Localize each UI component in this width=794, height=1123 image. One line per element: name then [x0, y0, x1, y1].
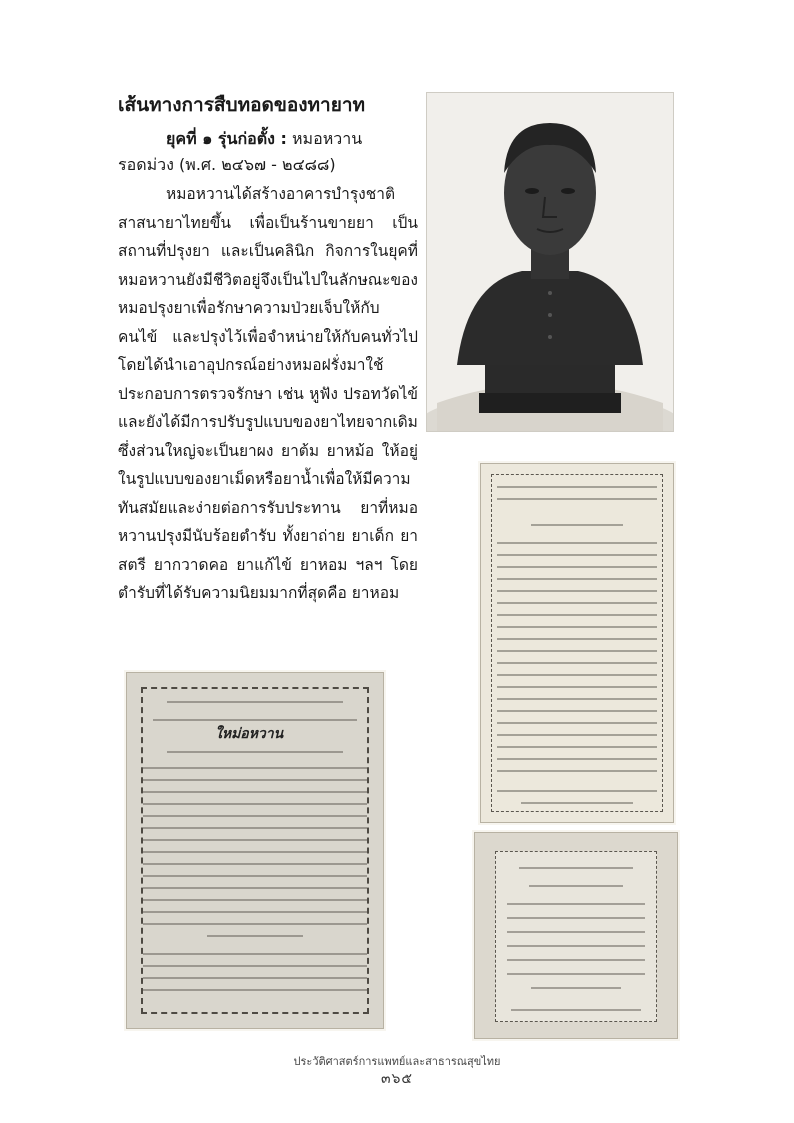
text-line	[167, 701, 343, 703]
text-line	[497, 686, 657, 688]
article-text-block	[118, 92, 418, 608]
text-line	[143, 953, 367, 955]
text-line	[497, 554, 657, 556]
text-line	[497, 626, 657, 628]
era-subheading	[118, 126, 418, 152]
text-line	[507, 973, 645, 975]
text-line	[143, 803, 367, 805]
text-line	[497, 746, 657, 748]
text-line	[143, 851, 367, 853]
text-line	[497, 650, 657, 652]
text-line	[207, 935, 303, 937]
text-line	[143, 827, 367, 829]
text-line	[531, 524, 623, 526]
label-border	[495, 851, 657, 1022]
text-line	[497, 698, 657, 700]
text-line	[143, 779, 367, 781]
text-line	[507, 959, 645, 961]
text-line	[153, 719, 357, 721]
body-paragraph: หมอหวานได้สร้างอาคารบำรุงชาติสาสนายาไทยขึ้น เพื่อเป็นร้านขายยา เป็นสถานที่ปรุงยา และเป็นคลินิก กิจการในยุคที่หมอหวานยังมีชีวิตอยู่จึงเป็นไปในลักษณะของหมอปรุงยาเพื่อรักษาความป่วยเจ็บให้กับคนไข้ และปรุงไว้เพื่อจำหน่ายให้กับคนทั่วไป โดยได้นำเอาอุปกรณ์อย่างหมอฝรั่งมาใช้ประกอบการตรวจรักษา เช่น หูฟัง ปรอทวัดไข้ และยังได้มีการปรับรูปแบบของยาไทยจากเดิมซึ่งส่วนใหญ่จะเป็นยาผง ยาต้ม ยาหม้อ ให้อยู่ในรูปแบบของยาเม็ดหรือยาน้ำเพื่อให้มีความทันสมัยและง่ายต่อการรับประทาน ยาที่หมอหวานปรุงมีนับร้อยตำรับ ทั้งยาถ่าย ยาเด็ก ยาสตรี ยากวาดคอ ยาแก้ไข้ ยาหอม ฯลฯ โดยตำรับที่ได้รับความนิยมมากที่สุดคือ ยาหอม	[118, 185, 418, 602]
book-title-footer: ประวัติศาสตร์การแพทย์และสาธารณสุขไทย	[293, 1055, 501, 1068]
text-line	[143, 767, 367, 769]
text-line	[143, 815, 367, 817]
text-line	[143, 989, 367, 991]
text-line	[529, 885, 623, 887]
text-line	[497, 614, 657, 616]
text-line	[497, 790, 657, 792]
text-line	[143, 977, 367, 979]
medicine-instruction-document	[126, 672, 384, 1029]
handwritten-signature: ใหม่อหวาน	[215, 726, 284, 742]
text-line	[497, 734, 657, 736]
text-line	[531, 987, 621, 989]
text-line	[497, 486, 657, 488]
text-line	[497, 758, 657, 760]
text-line	[511, 1009, 641, 1011]
bust-photo	[426, 92, 674, 432]
era-years: รอดม่วง (พ.ศ. ๒๔๖๗ - ๒๔๘๘)	[118, 155, 336, 174]
text-line	[497, 710, 657, 712]
text-line	[143, 875, 367, 877]
text-line	[497, 662, 657, 664]
section-heading: เส้นทางการสืบทอดของทายาท	[118, 94, 366, 116]
text-line	[507, 903, 645, 905]
text-line	[507, 945, 645, 947]
text-line	[521, 802, 633, 804]
text-line	[497, 770, 657, 772]
text-line	[143, 887, 367, 889]
founder-name: หมอหวาน	[286, 129, 363, 148]
bust-sculpture-image	[427, 93, 673, 431]
text-line	[143, 863, 367, 865]
text-line	[507, 931, 645, 933]
text-line	[143, 839, 367, 841]
page-number: ๓๖๕	[380, 1071, 414, 1087]
pharmacy-label-document	[474, 832, 678, 1039]
text-line	[519, 867, 633, 869]
text-line	[497, 542, 657, 544]
text-line	[497, 602, 657, 604]
text-line	[167, 751, 343, 753]
text-line	[143, 923, 367, 925]
text-line	[497, 566, 657, 568]
text-line	[143, 965, 367, 967]
text-line	[497, 590, 657, 592]
text-line	[143, 899, 367, 901]
text-line	[497, 578, 657, 580]
text-line	[143, 791, 367, 793]
text-line	[497, 498, 657, 500]
text-line	[507, 917, 645, 919]
text-line	[497, 638, 657, 640]
text-line	[143, 911, 367, 913]
medicine-leaflet-document	[480, 463, 674, 823]
era-label: ยุคที่ ๑ รุ่นก่อตั้ง :	[166, 129, 287, 148]
text-line	[497, 674, 657, 676]
text-line	[497, 722, 657, 724]
